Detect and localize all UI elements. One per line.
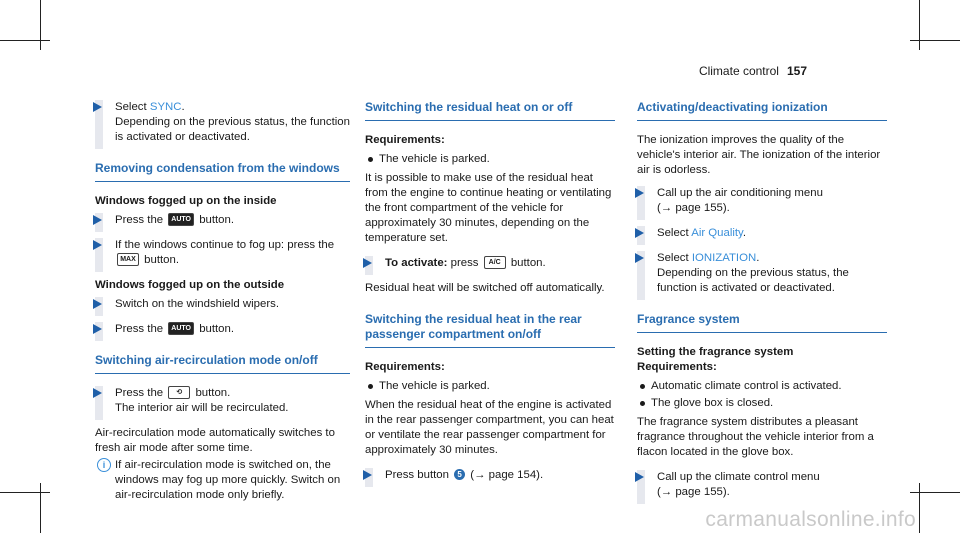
step-arrow-icon bbox=[363, 470, 372, 480]
subheading: Setting the fragrance system bbox=[637, 346, 794, 358]
step-arrow-icon bbox=[93, 240, 102, 250]
step-arrow-icon bbox=[93, 324, 102, 334]
sync-link[interactable]: SYNC bbox=[149, 101, 182, 113]
requirement-item: The glove box is closed. bbox=[637, 396, 887, 411]
crop-mark bbox=[0, 492, 50, 493]
requirement-item: The vehicle is parked. bbox=[365, 152, 615, 167]
page-reference-link[interactable]: (→ page 155). bbox=[657, 202, 730, 214]
max-defrost-button-icon: MAX bbox=[117, 253, 139, 266]
paragraph: The ionization improves the quality of the vehicle's interior air. The ionization of the interior air is odorless. bbox=[637, 134, 881, 176]
subheading: Windows fogged up on the inside bbox=[95, 195, 277, 207]
step-body: Depending on the previous status, the function is activated or deactivated. bbox=[657, 267, 849, 294]
ac-button-icon: A/C bbox=[484, 256, 506, 269]
step-call-menu: Call up the air conditioning menu (→ page 155). bbox=[637, 186, 887, 216]
column-middle bbox=[365, 86, 615, 493]
paragraph: Residual heat will be switched off automatically. bbox=[365, 282, 605, 294]
paragraph: The fragrance system distributes a pleasant fragrance throughout the vehicle interior from a flacon located in the glove box. bbox=[637, 416, 874, 458]
section-heading: Switching air-recirculation mode on/off bbox=[95, 353, 350, 374]
step-press-recirc: Press the ⟲ button. The interior air will be recirculated. bbox=[95, 386, 350, 416]
step-press-button-5: Press button 5 (→ page 154). bbox=[365, 468, 615, 483]
requirements-label: Requirements: bbox=[365, 134, 445, 146]
step-press-max: If the windows continue to fog up: press the MAX button. bbox=[95, 238, 350, 268]
step-activate: To activate: press A/C button. bbox=[365, 256, 615, 271]
requirement-item: The vehicle is parked. bbox=[365, 379, 615, 394]
air-quality-link[interactable]: Air Quality bbox=[691, 227, 743, 239]
column-right bbox=[637, 86, 887, 510]
step-arrow-icon bbox=[93, 102, 102, 112]
section-heading: Switching the residual heat on or off bbox=[365, 100, 615, 121]
section-heading: Fragrance system bbox=[637, 312, 887, 333]
paragraph: It is possible to make use of the residual heat from the engine to continue heating or ventilating the front compartment of the vehicle for approximately 30 minutes, depending on the temperature set. bbox=[365, 172, 612, 244]
step-body: Depending on the previous status, the function is activated or deactivated. bbox=[115, 116, 350, 143]
ionization-link[interactable]: IONIZATION bbox=[691, 252, 757, 264]
running-header bbox=[699, 64, 807, 79]
step-arrow-icon bbox=[635, 472, 644, 482]
requirements-label: Requirements: bbox=[637, 361, 717, 373]
section-heading: Removing condensation from the windows bbox=[95, 161, 350, 182]
step-select-ionization: Select IONIZATION. Depending on the previous status, the function is activated or deactivated. bbox=[637, 251, 887, 296]
step-wipers: Switch on the windshield wipers. bbox=[95, 297, 350, 312]
crop-mark bbox=[40, 483, 41, 533]
page-reference-link[interactable]: (→ page 154). bbox=[470, 469, 544, 481]
step-arrow-icon bbox=[93, 299, 102, 309]
paragraph: Air-recirculation mode automatically switches to fresh air mode after some time. bbox=[95, 427, 335, 454]
crop-mark bbox=[910, 492, 960, 493]
crop-mark bbox=[919, 483, 920, 533]
auto-button-icon: AUTO bbox=[168, 322, 194, 335]
step-select-air-quality: Select Air Quality. bbox=[637, 226, 887, 241]
crop-mark bbox=[40, 0, 41, 50]
step-arrow-icon bbox=[363, 258, 372, 268]
button-number-badge: 5 bbox=[454, 469, 465, 480]
step-arrow-icon bbox=[93, 388, 102, 398]
info-icon: i bbox=[97, 458, 111, 472]
info-note: i If air-recirculation mode is switched on, the windows may fog up more quickly. Switch on air-recirculation mode only briefly. bbox=[95, 458, 350, 503]
crop-mark bbox=[919, 0, 920, 50]
recirculation-button-icon: ⟲ bbox=[168, 386, 190, 399]
step-press-auto: Press the AUTO button. bbox=[95, 213, 350, 228]
page-reference-link[interactable]: (→ page 155). bbox=[657, 486, 730, 498]
requirement-item: Automatic climate control is activated. bbox=[637, 379, 887, 394]
step-arrow-icon bbox=[635, 253, 644, 263]
step-arrow-icon bbox=[635, 228, 644, 238]
step-select-sync: Select SYNC. Depending on the previous status, the function is activated or deactivated. bbox=[95, 100, 350, 145]
paragraph: When the residual heat of the engine is activated in the rear passenger compartment, you can heat or ventilate the rear passenger compartment for approximately 30 minutes. bbox=[365, 399, 614, 456]
crop-mark bbox=[0, 40, 50, 41]
section-heading: Switching the residual heat in the rear passenger compartment on/off bbox=[365, 312, 615, 348]
requirements-label: Requirements: bbox=[365, 361, 445, 373]
column-left bbox=[95, 100, 350, 505]
crop-mark bbox=[910, 40, 960, 41]
step-press-auto-2: Press the AUTO button. bbox=[95, 322, 350, 337]
step-body: The interior air will be recirculated. bbox=[115, 402, 289, 414]
watermark: carmanualsonline.info bbox=[705, 508, 916, 531]
step-arrow-icon bbox=[93, 215, 102, 225]
page-number: 157 bbox=[786, 64, 807, 78]
section-heading: Activating/deactivating ionization bbox=[637, 100, 887, 121]
subheading: Windows fogged up on the outside bbox=[95, 279, 285, 291]
header-section: Climate control bbox=[698, 64, 779, 78]
step-climate-menu: Call up the climate control menu (→ page 155). bbox=[637, 470, 887, 500]
step-arrow-icon bbox=[635, 188, 644, 198]
auto-button-icon: AUTO bbox=[168, 213, 194, 226]
